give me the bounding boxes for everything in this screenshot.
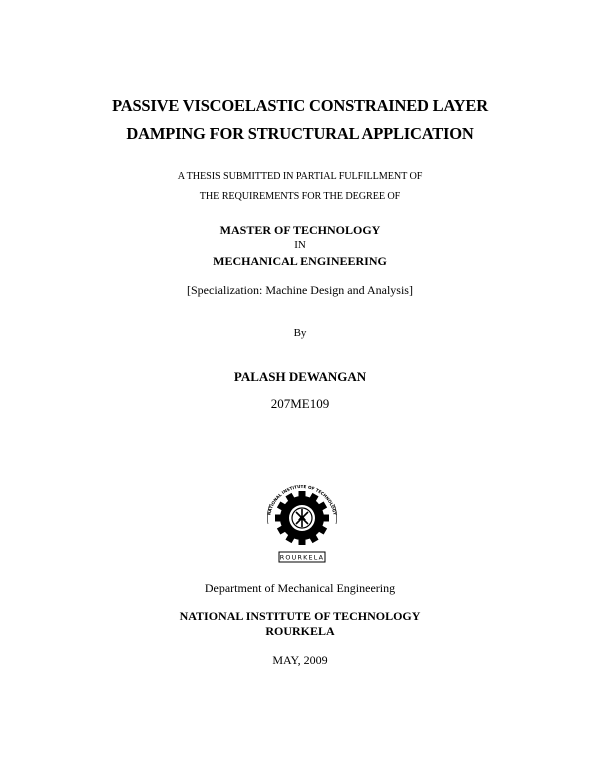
specialization: [Specialization: Machine Design and Analysis] xyxy=(187,283,413,297)
submission-date: MAY, 2009 xyxy=(272,653,328,667)
thesis-title-line-2: DAMPING FOR STRUCTURAL APPLICATION xyxy=(126,124,474,143)
by-label: By xyxy=(293,327,307,339)
seal-banner-text: ROURKELA xyxy=(279,553,325,562)
discipline-name: MECHANICAL ENGINEERING xyxy=(213,254,387,268)
thesis-title-line-1: PASSIVE VISCOELASTIC CONSTRAINED LAYER xyxy=(112,96,488,115)
submission-statement-line-2: THE REQUIREMENTS FOR THE DEGREE OF xyxy=(199,191,401,202)
institute-city: ROURKELA xyxy=(265,624,335,638)
author-name: PALASH DEWANGAN xyxy=(233,369,367,384)
roll-number: 207ME109 xyxy=(270,396,330,411)
submission-statement-line-1: A THESIS SUBMITTED IN PARTIAL FULFILLMENT OF xyxy=(177,171,423,182)
degree-in-word: IN xyxy=(294,239,306,251)
seal-arc-text: NATIONAL INSTITUTE OF TECHNOLOGY xyxy=(266,483,338,516)
institute-name: NATIONAL INSTITUTE OF TECHNOLOGY xyxy=(179,609,421,623)
degree-name: MASTER OF TECHNOLOGY xyxy=(219,223,381,237)
nit-rourkela-seal-icon xyxy=(260,478,344,570)
department-name: Department of Mechanical Engineering xyxy=(204,581,396,595)
